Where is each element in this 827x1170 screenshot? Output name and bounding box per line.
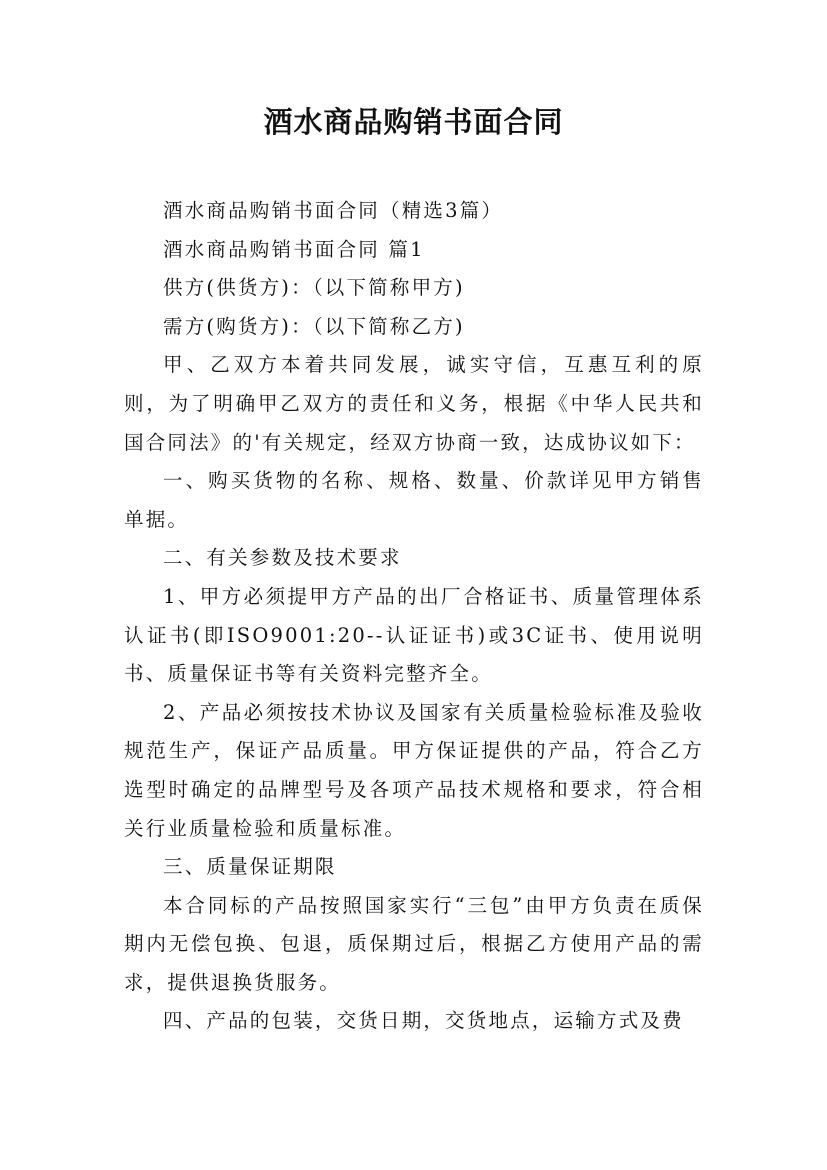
clause-paragraph: 1、甲方必须提甲方产品的出厂合格证书、质量管理体系认证书(即ISO9001:20--认证证书)或3C证书、使用说明书、质量保证书等有关资料完整齐全。 — [124, 584, 704, 686]
preamble-paragraph: 甲、乙双方本着共同发展，诚实守信，互惠互利的原则，为了明确甲乙双方的责任和义务，根据《中华人民共和国合同法》的'有关规定，经双方协商一致，达成协议如下： — [124, 353, 704, 454]
clause-paragraph: 本合同标的产品按照国家实行“三包”由甲方负责在质保期内无偿包换、包退，质保期过后，根据乙方使用产品的需求，提供退换货服务。 — [124, 893, 704, 994]
clause-paragraph: 2、产品必须按技术协议及国家有关质量检验标准及验收规范生产，保证产品质量。甲方保证提供的产品，符合乙方选型时确定的品牌型号及各项产品技术规格和要求，符合相关行业质量检验和质量标准。 — [124, 700, 704, 840]
clause-heading: 二、有关参数及技术要求 — [163, 546, 402, 570]
clause-heading: 三、质量保证期限 — [163, 855, 337, 879]
buyer-line: 需方(购货方)：（以下简称乙方) — [163, 314, 465, 338]
supplier-line: 供方(供货方)：（以下简称甲方) — [163, 276, 465, 300]
subtitle-paragraph: 酒水商品购销书面合同（精选3篇） — [163, 199, 504, 222]
document-title: 酒水商品购销书面合同 — [263, 105, 564, 139]
section-heading: 酒水商品购销书面合同 篇1 — [163, 237, 425, 261]
document-body — [124, 192, 704, 1041]
clause-heading: 四、产品的包装，交货日期，交货地点，运输方式及费 — [163, 1009, 684, 1033]
clause-paragraph: 一、购买货物的名称、规格、数量、价款详见甲方销售单据。 — [124, 469, 704, 531]
